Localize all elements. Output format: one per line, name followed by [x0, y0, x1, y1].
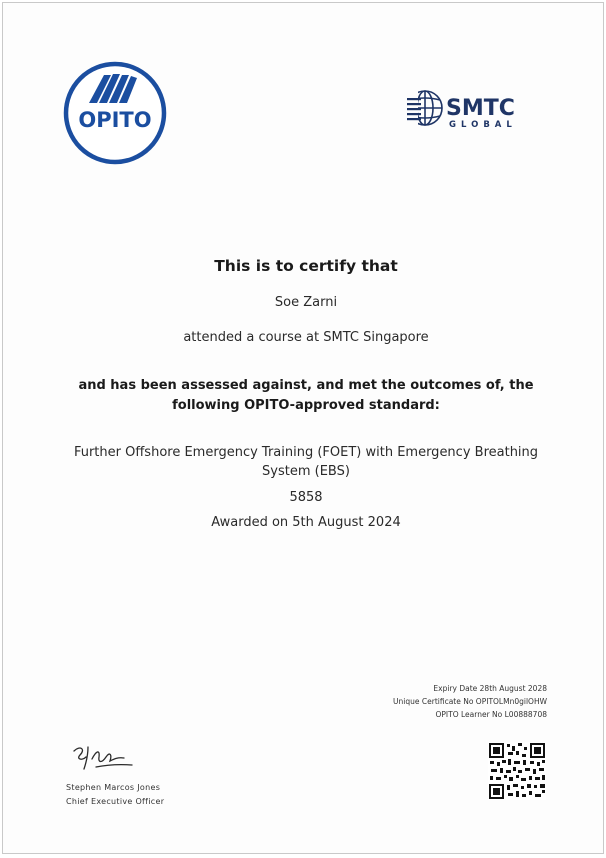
signature-image — [66, 741, 136, 773]
course-title: Further Offshore Emergency Training (FOET) with Emergency Breathing System (EBS) — [73, 445, 539, 479]
attended-statement: attended a course at SMTC Singapore — [183, 330, 429, 345]
course-code: 5858 — [289, 490, 323, 505]
award-date: Awarded on 5th August 2024 — [211, 515, 401, 530]
signatory-title: Chief Executive Officer — [66, 797, 165, 806]
smtc-global-logo — [406, 89, 538, 131]
certificate-heading: This is to certify that — [214, 257, 398, 275]
opito-logo — [63, 61, 167, 165]
certificate-page — [2, 2, 604, 854]
signatory-block — [66, 781, 164, 809]
smtc-logo-main-text: SMTC — [446, 96, 515, 121]
recipient-name: Soe Zarni — [274, 295, 338, 310]
expiry-date: Expiry Date 28th August 2028 — [433, 684, 547, 693]
qr-code — [488, 742, 546, 800]
learner-number: OPITO Learner No L00888708 — [435, 710, 547, 719]
assessment-statement: and has been assessed against, and met the outcomes of, the following OPITO-approved standard: — [78, 378, 534, 413]
certificate-details — [393, 682, 547, 721]
unique-certificate-number: Unique Certificate No OPITOLMn0gilOHW — [393, 697, 547, 706]
signatory-name: Stephen Marcos Jones — [66, 783, 161, 792]
smtc-logo-sub-text: GLOBAL — [449, 120, 517, 130]
opito-logo-text: OPITO — [78, 108, 152, 132]
